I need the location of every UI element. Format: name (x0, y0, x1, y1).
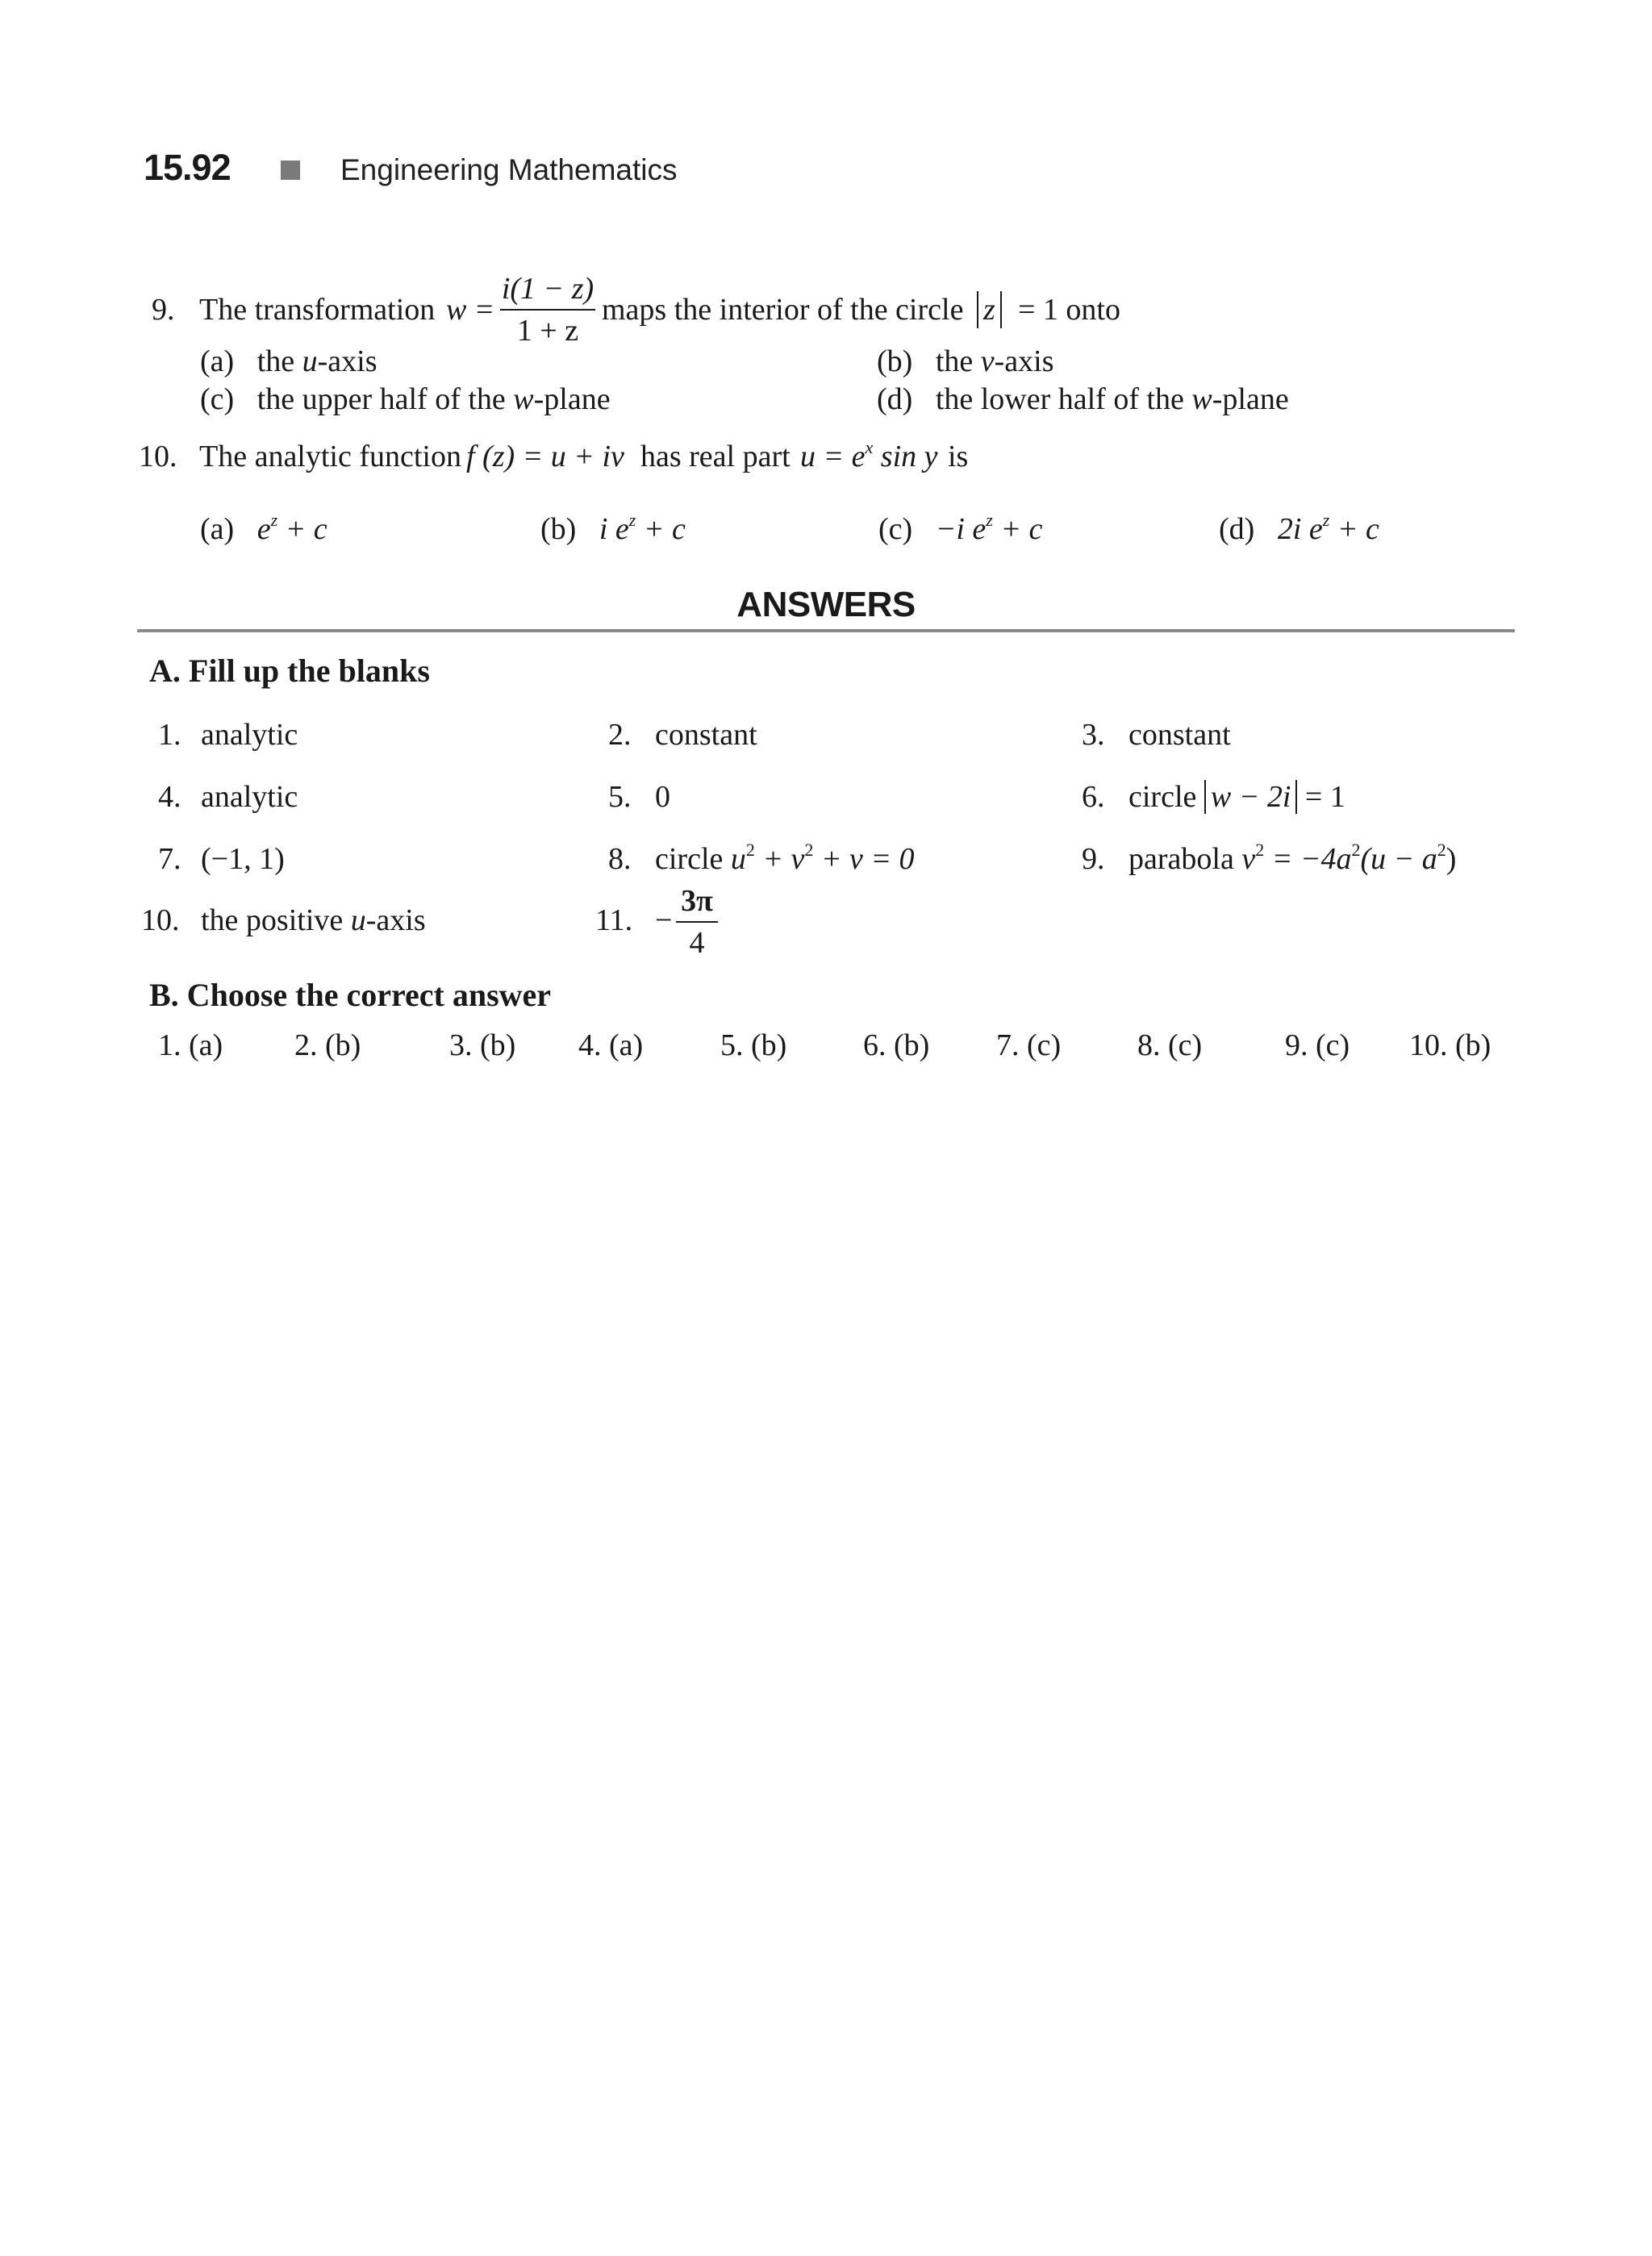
answer-exp: 2 (745, 840, 755, 860)
sin-y: sin y (873, 440, 938, 473)
option-label: (a) (200, 344, 235, 378)
option-var: w (513, 382, 534, 416)
question-10-option-d (1219, 511, 1379, 548)
option-text: -plane (533, 382, 611, 416)
option-tail: + c (636, 512, 686, 546)
fraction-bar (500, 309, 595, 311)
option-text: the lower half of the (935, 382, 1192, 416)
answer-b-item: 9. (c) (1285, 1028, 1350, 1062)
answer-var: v (1241, 842, 1256, 876)
page-number: 15.92 (144, 147, 231, 188)
option-text: -axis (317, 344, 378, 378)
answer-exp: 2 (1437, 840, 1446, 860)
option-base: i e (599, 512, 629, 546)
answer-var: + v (754, 842, 805, 876)
answer-a-value: constant (1128, 718, 1231, 752)
answer-exp: 2 (804, 840, 814, 860)
answer-text: -axis (365, 903, 426, 937)
option-tail: + c (277, 512, 327, 546)
answer-a-number: 9. (1082, 842, 1105, 876)
question-10-lead: The analytic function (199, 440, 461, 473)
question-9-lead: The transformation (199, 293, 436, 327)
question-9-tail-a: maps the interior of the circle (602, 293, 964, 327)
answer-11-denominator: 4 (689, 926, 705, 960)
option-label: (d) (877, 382, 913, 416)
question-9-w: w (446, 293, 467, 327)
answer-text: ) (1446, 842, 1457, 876)
answer-b-item: 4. (a) (578, 1028, 644, 1062)
answer-a-value: 0 (655, 780, 670, 814)
option-var: w (1191, 382, 1212, 416)
answer-a-value (655, 840, 915, 878)
answer-a-sign: − (655, 903, 673, 937)
answer-a-number: 1. (158, 718, 181, 752)
option-text: the (257, 344, 302, 378)
option-exp: z (986, 510, 993, 530)
answer-exp: 2 (1351, 840, 1361, 860)
answers-heading: ANSWERS (736, 585, 916, 624)
option-label: (c) (878, 512, 913, 546)
option-var: v (980, 344, 995, 378)
question-9-fraction (500, 270, 595, 349)
answer-b-item: 5. (b) (720, 1028, 787, 1062)
answer-a-number: 11. (595, 903, 633, 937)
question-9-option-a (200, 343, 378, 380)
fraction-bar (676, 921, 718, 923)
question-9-option-c (200, 381, 611, 418)
answer-text: parabola (1128, 842, 1242, 876)
option-text: -axis (994, 344, 1054, 378)
question-9-option-b (877, 343, 1054, 380)
answer-text: = 1 (1297, 780, 1345, 814)
question-9-numerator: i(1 − z) (501, 272, 594, 306)
answer-var: = −4a (1264, 842, 1352, 876)
answer-a-value: analytic (201, 780, 298, 814)
answer-text: circle (1128, 780, 1204, 814)
option-exp: z (628, 510, 636, 530)
option-exp: z (270, 510, 278, 530)
question-10-number: 10. (139, 440, 177, 473)
answer-a-number: 10. (141, 903, 180, 937)
option-base: e (257, 512, 271, 546)
answer-b-item: 3. (b) (449, 1028, 516, 1062)
answer-a-value (201, 902, 426, 939)
answer-text: the positive (201, 903, 351, 937)
answer-a-value: analytic (201, 718, 298, 752)
option-base: 2i e (1277, 512, 1323, 546)
option-text: the (935, 344, 981, 378)
answer-exp: 2 (1255, 840, 1265, 860)
answer-b-item: 7. (c) (996, 1028, 1062, 1062)
answer-b-item: 2. (b) (294, 1028, 361, 1062)
question-9-tail-b: = 1 onto (1018, 293, 1120, 327)
question-10-mid: has real part (640, 440, 791, 473)
answer-b-item: 8. (c) (1137, 1028, 1203, 1062)
answer-a-number: 5. (608, 780, 632, 814)
answer-11-fraction (676, 882, 718, 961)
answer-text: circle (655, 842, 731, 876)
question-10-tail: is (948, 440, 969, 473)
option-label: (b) (877, 344, 913, 378)
answer-11-numerator: 3π (681, 884, 713, 918)
header-square-icon (281, 161, 300, 180)
answer-a-number: 3. (1082, 718, 1105, 752)
running-title: Engineering Mathematics (340, 153, 678, 186)
exponent-x: x (865, 437, 874, 457)
answer-a-value: constant (655, 718, 757, 752)
answer-abs: w − 2i (1204, 780, 1298, 814)
answer-b-item: 10. (b) (1409, 1028, 1491, 1062)
option-base: −i e (935, 512, 987, 546)
answer-a-number: 2. (608, 718, 632, 752)
answer-a-number: 8. (608, 842, 632, 876)
option-label: (c) (200, 382, 235, 416)
option-tail: + c (1329, 512, 1379, 546)
question-10-option-c (878, 511, 1042, 548)
answer-a-value (1128, 840, 1456, 878)
question-9-abs-z: z (977, 291, 1002, 328)
section-a-title: A. Fill up the blanks (149, 653, 430, 689)
answer-a-number: 7. (158, 842, 181, 876)
question-10-real-part (800, 438, 938, 475)
answer-a-number: 4. (158, 780, 181, 814)
question-9-number: 9. (152, 293, 175, 327)
question-10-function: f (z) = u + iv (466, 440, 624, 473)
question-9-option-d (877, 381, 1289, 418)
question-10-option-b (540, 511, 686, 548)
answer-var: (u − a (1360, 842, 1437, 876)
answer-a-value: (−1, 1) (201, 842, 285, 876)
option-exp: z (1322, 510, 1330, 530)
option-var: u (302, 344, 318, 378)
question-9-equals: = (476, 293, 494, 327)
option-label: (b) (540, 512, 577, 546)
answer-a-number: 6. (1082, 780, 1105, 814)
question-10-option-a (200, 511, 327, 548)
answers-divider (137, 629, 1515, 632)
option-tail: + c (992, 512, 1043, 546)
answer-b-item: 6. (b) (863, 1028, 930, 1062)
option-text: the upper half of the (257, 382, 514, 416)
answer-var: u (730, 842, 746, 876)
answer-var: u (350, 903, 366, 937)
answer-var: + v = 0 (813, 842, 915, 876)
answer-a-value (1128, 778, 1345, 815)
option-label: (d) (1219, 512, 1255, 546)
option-label: (a) (200, 512, 235, 546)
answer-b-item: 1. (a) (158, 1028, 223, 1062)
u-equals-e: u = e (800, 440, 866, 473)
option-text: -plane (1212, 382, 1289, 416)
question-9-denominator: 1 + z (516, 314, 579, 348)
section-b-title: B. Choose the correct answer (149, 977, 552, 1013)
